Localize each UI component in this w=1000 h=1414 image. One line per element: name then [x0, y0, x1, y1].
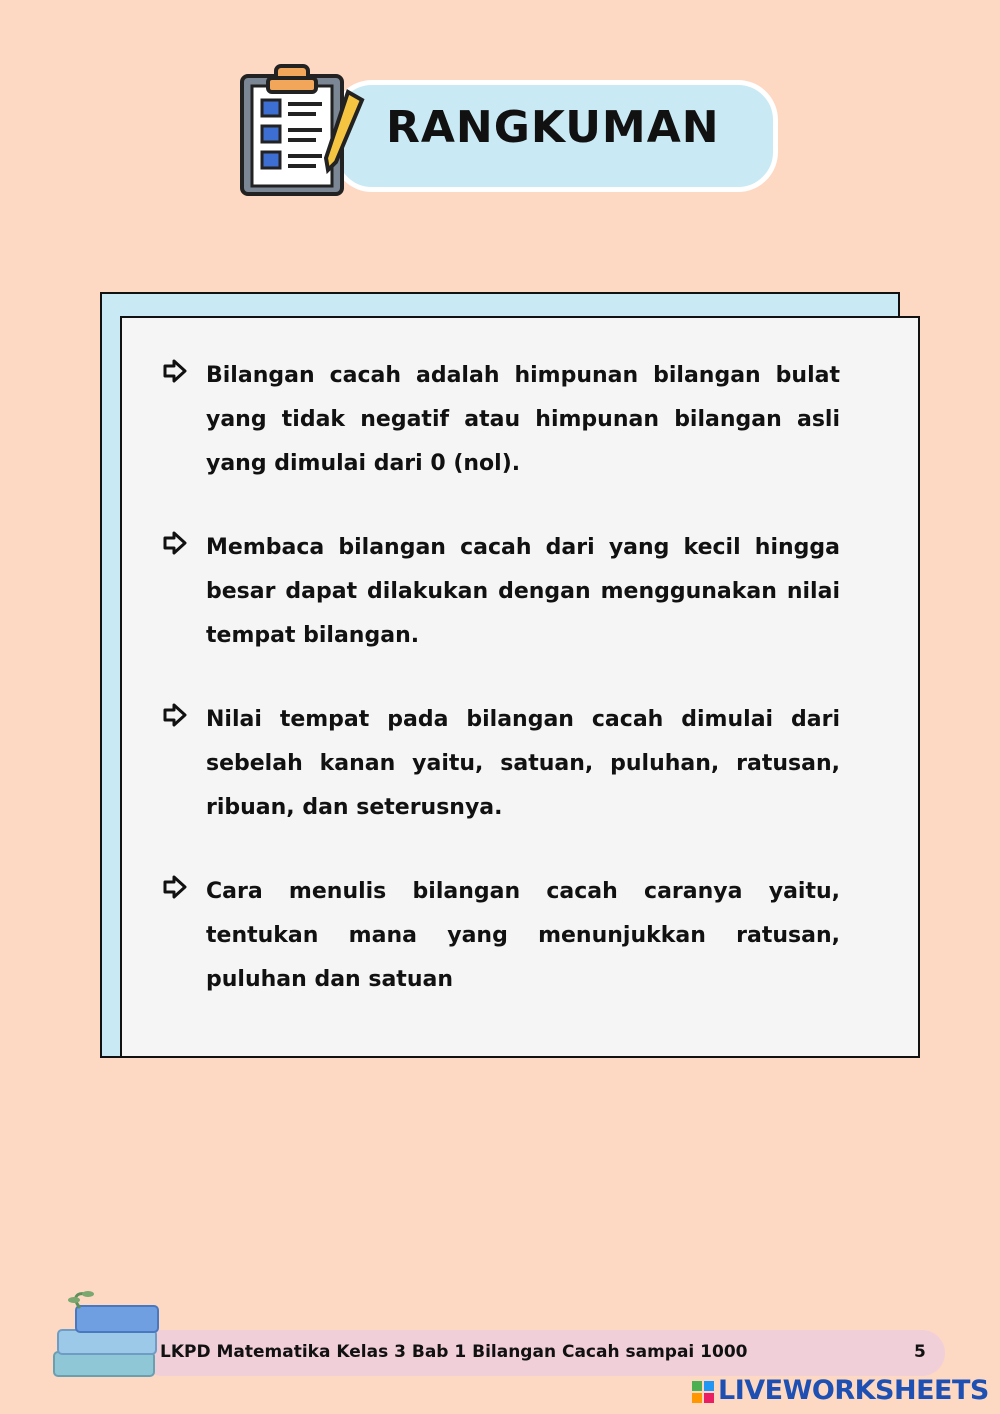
books-icon	[46, 1290, 166, 1382]
summary-point	[162, 698, 842, 830]
arrow-right-icon	[162, 358, 188, 384]
summary-point-text: Cara menulis bilangan cacah caranya yaitu, tentukan mana yang menunjukkan ratusan, puluhan dan satuan	[206, 879, 840, 992]
arrow-right-icon	[162, 530, 188, 556]
page-title: RANGKUMAN	[386, 102, 720, 153]
liveworksheets-logo[interactable]	[692, 1375, 992, 1409]
liveworksheets-logo-icon	[692, 1381, 714, 1403]
summary-point-text: Nilai tempat pada bilangan cacah dimulai dari sebelah kanan yaitu, satuan, puluhan, ratusan, ribuan, dan seterusnya.	[206, 707, 840, 820]
page-number: 5	[914, 1342, 926, 1362]
summary-point	[162, 354, 842, 486]
title-banner	[236, 58, 786, 200]
summary-point	[162, 870, 842, 1002]
summary-point	[162, 526, 842, 658]
summary-point-text: Membaca bilangan cacah dari yang kecil hingga besar dapat dilakukan dengan menggunakan nilai tempat bilangan.	[206, 535, 840, 648]
summary-card	[120, 316, 920, 1058]
clipboard-checklist-icon	[236, 58, 376, 200]
arrow-right-icon	[162, 702, 188, 728]
liveworksheets-wordmark: LIVEWORKSHEETS	[718, 1375, 989, 1406]
arrow-right-icon	[162, 874, 188, 900]
footer-title: LKPD Matematika Kelas 3 Bab 1 Bilangan Cacah sampai 1000	[160, 1342, 748, 1362]
summary-point-text: Bilangan cacah adalah himpunan bilangan bulat yang tidak negatif atau himpunan bilangan asli yang dimulai dari 0 (nol).	[206, 363, 840, 476]
